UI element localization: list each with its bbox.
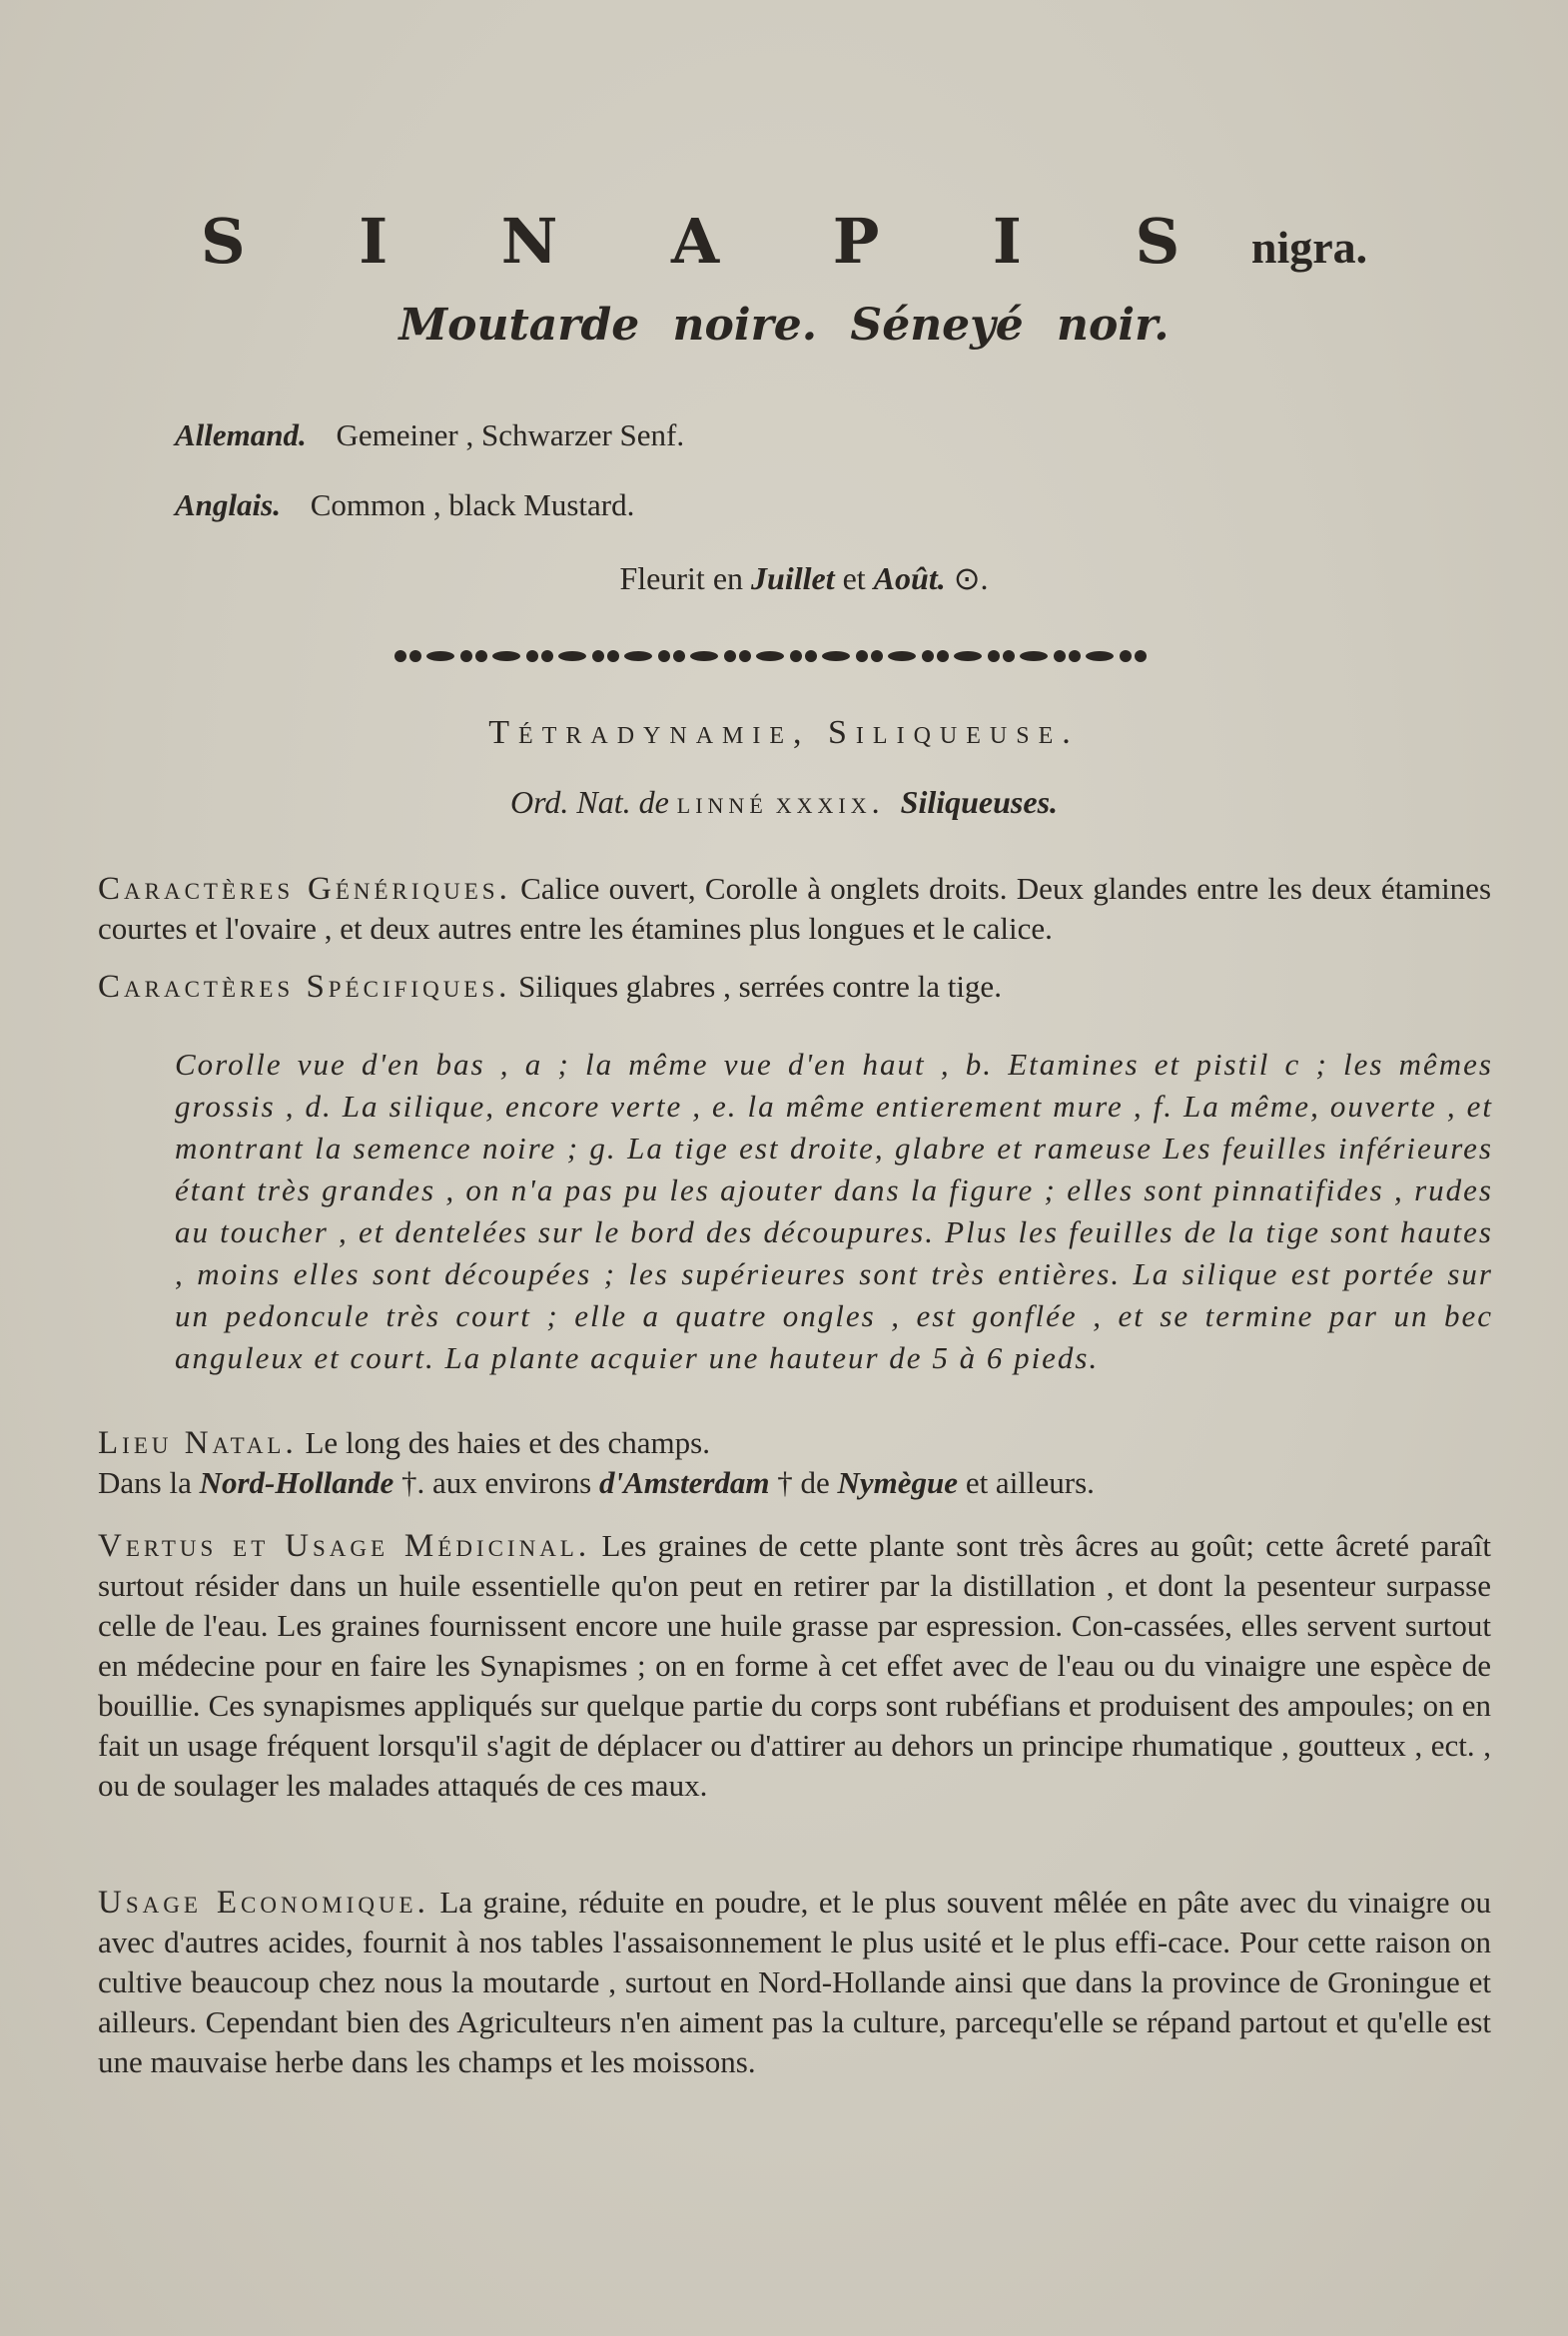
habitat-text: † de — [777, 1465, 830, 1500]
section-text: Les graines de cette plante sont très âcres au goût; cette âcreté paraît surtout résider dans un huile essentielle qu'on peut en retirer par la distillation , et dont la pesenteur surpasse celle de l'eau. Les graines fournissent encore une huile grasse par espression. Con-cassées, elles servent surtout en médecine pour en faire les Synapismes ; on en forme à cet effet avec de l'eau ou du vinaigre une espèce de bouillie. Ces synapismes appliqués sur quelque partie du corps sont rubéfians et produisent des ampoules; on en fait un usage fréquent lorsqu'il s'agit de déplacer ou d'attirer au dehors un principe rhumatique , goutteux , ect. , ou de soulager les malades attaqués de ces maux. — [98, 1528, 1491, 1803]
ornament-lozenge — [888, 651, 916, 661]
habitat-text: Dans la — [98, 1465, 192, 1500]
section-text: La graine, réduite en poudre, et le plus souvent mêlée en pâte avec du vinaigre ou avec d'autres acides, fournit à nos tables l'assaisonnement le plus usité et le plus effi-cace. Pour cette raison on cultive beaucoup chez nous la moutarde , surtout en Nord-Hollande ainsi que dans la province de Groningue et ailleurs. Cependant bien des Agriculteurs n'en aiment pas la culture, parcequ'elle se répand partout et qu'elle est une mauvaise herbe dans les champs et les moissons. — [98, 1885, 1492, 2079]
ornament-dot — [460, 650, 472, 662]
ornament-dot — [1069, 650, 1081, 662]
ornament-dot — [1054, 650, 1066, 662]
economic-use — [98, 1883, 1491, 2082]
ornament-divider — [394, 644, 1164, 668]
ornament-dot — [394, 650, 406, 662]
ornament-lozenge — [690, 651, 718, 661]
ornament-dot — [739, 650, 751, 662]
ornament-lozenge — [492, 651, 520, 661]
ornament-lozenge — [624, 651, 652, 661]
section-label: Lieu Natal. — [98, 1425, 298, 1461]
ornament-lozenge — [426, 651, 454, 661]
habitat-place: Nymègue — [837, 1465, 959, 1500]
habitat-text: et ailleurs. — [965, 1465, 1095, 1500]
generic-characters — [98, 869, 1491, 949]
order-prefix: Ord. Nat. — [509, 784, 631, 820]
habitat-text: †. aux environs — [400, 1465, 592, 1500]
ornament-dot — [409, 650, 421, 662]
flowering-conj: et — [842, 560, 866, 596]
habitat-place: Nord-Hollande — [199, 1465, 394, 1500]
flowering-prefix: Fleurit en — [619, 560, 744, 596]
ornament-dot — [871, 650, 883, 662]
annual-symbol: ⊙. — [953, 560, 989, 596]
section-label: Usage Economique. — [98, 1885, 429, 1921]
flowering-month: Août. — [873, 560, 946, 596]
ornament-lozenge — [954, 651, 982, 661]
flowering-line — [0, 559, 1568, 597]
ornament-lozenge — [822, 651, 850, 661]
ornament-lozenge — [558, 651, 586, 661]
language-row-english — [175, 487, 634, 523]
order-number: xxxix. — [775, 784, 885, 820]
order-de: de — [638, 784, 669, 820]
language-name: Common , black Mustard. — [310, 487, 635, 522]
section-text: Calice ouvert, Corolle à onglets droits. Deux glandes entre les deux étamines courtes et l'ovaire , et deux autres entre les étamines plus longues et le calice. — [98, 871, 1492, 946]
ornament-lozenge — [756, 651, 784, 661]
common-names: Moutarde noire. Séneyé noir. — [398, 300, 1170, 351]
figure-description: Corolle vue d'en bas , a ; la même vue d'en haut , b. Etamines et pistil c ; les mêmes grossis , d. La silique, encore verte , e. la même entierement mure , f. La même, ouverte , et montrant la semence noire ; g. La tige est droite, glabre et rameuse Les feuilles inférieures étant très grandes , on n'a pas pu les ajouter dans la figure ; elles sont pinnatifides , rudes au toucher , et dentelées sur le bord des découpures. Plus les feuilles de la tige sont hautes , moins elles sont découpées ; les supérieures sont très entières. La silique est portée sur un pedoncule très court ; elle a quatre ongles , est gonflée , et se termine par un bec anguleux et court. La plante acquier une hauteur de 5 à 6 pieds. — [175, 1047, 1493, 1375]
ornament-dot — [526, 650, 538, 662]
ornament-dot — [856, 650, 868, 662]
ornament-dot — [1120, 650, 1132, 662]
language-row-german — [175, 417, 684, 453]
language-label: Allemand. — [175, 417, 307, 452]
section-label: Vertus et Usage Médicinal. — [98, 1528, 591, 1564]
ornament-dot — [790, 650, 802, 662]
ornament-lozenge — [1020, 651, 1048, 661]
classification: Tétradynamie, Siliqueuse. — [488, 714, 1080, 751]
section-label: Caractères Génériques. — [98, 871, 511, 907]
ornament-dot — [658, 650, 670, 662]
section-text: Siliques glabres , serrées contre la tige. — [518, 969, 1002, 1004]
section-text: Le long des haies et des champs. — [305, 1425, 710, 1460]
ornament-lozenge — [1086, 651, 1114, 661]
natural-order — [0, 784, 1568, 821]
habitat-place: d'Amsterdam — [599, 1465, 770, 1500]
ornament-dot — [541, 650, 553, 662]
flowering-month: Juillet — [751, 560, 835, 596]
language-name: Gemeiner , Schwarzer Senf. — [336, 417, 685, 452]
medical-use — [98, 1526, 1491, 1806]
ornament-dot — [988, 650, 1000, 662]
species-name: nigra. — [1250, 222, 1368, 273]
ornament-dot — [937, 650, 949, 662]
ornament-dot — [673, 650, 685, 662]
genus-name: S I N A P I S — [200, 205, 1226, 278]
section-label: Caractères Spécifiques. — [98, 969, 511, 1005]
ornament-dot — [607, 650, 619, 662]
ornament-dot — [805, 650, 817, 662]
ornament-dot — [1003, 650, 1015, 662]
habitat — [98, 1423, 1491, 1503]
ornament-dot — [475, 650, 487, 662]
order-author: linné — [676, 784, 768, 820]
ornament-dot — [922, 650, 934, 662]
page-title — [0, 205, 1568, 278]
language-label: Anglais. — [175, 487, 281, 522]
ornament-dot — [724, 650, 736, 662]
specific-characters — [98, 967, 1491, 1007]
ornament-dot — [592, 650, 604, 662]
order-family: Siliqueuses. — [900, 784, 1059, 820]
ornament-dot — [1135, 650, 1147, 662]
